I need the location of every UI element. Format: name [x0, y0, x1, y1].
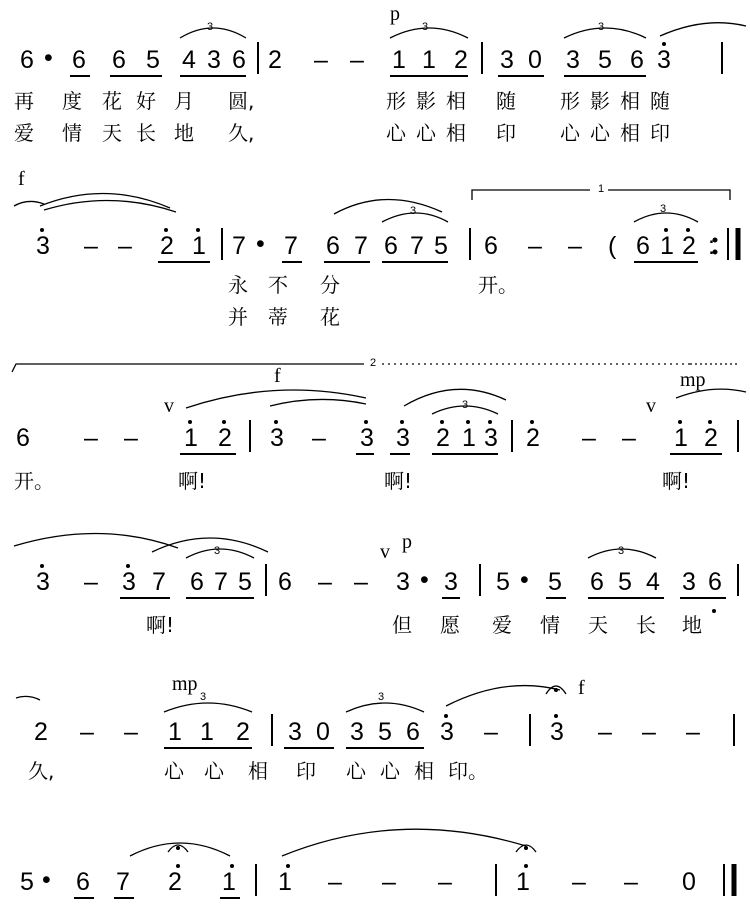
note: 1 — [200, 718, 214, 746]
note: 7 — [152, 568, 166, 596]
note: – — [598, 718, 612, 746]
note: 3 — [270, 424, 284, 452]
note: 1 — [222, 868, 236, 896]
note: 6 — [16, 424, 30, 452]
note: 5 — [618, 568, 632, 596]
lyric-syllable: 圆, — [228, 89, 255, 113]
note: – — [84, 232, 98, 260]
note: 7 — [354, 232, 368, 260]
note: 0 — [316, 718, 330, 746]
note: – — [528, 232, 542, 260]
lyric-syllable: 久, — [228, 121, 255, 145]
lyric-syllable: 印 — [650, 121, 670, 145]
note: 3 — [550, 718, 564, 746]
note: 2 — [454, 46, 468, 74]
note: 6 — [76, 868, 90, 896]
lyric-syllable: 啊! — [178, 469, 207, 493]
note: 3 — [396, 424, 410, 452]
note: 3 — [682, 568, 696, 596]
tuplet-mark: 3 — [618, 545, 625, 557]
note: 2 — [160, 232, 174, 260]
lyric-syllable: 情 — [540, 613, 560, 637]
note: 2 — [682, 232, 696, 260]
lyric-syllable: 相 — [248, 759, 268, 783]
note: – — [124, 718, 138, 746]
note: 7 — [410, 232, 424, 260]
augmentation-dot: • — [520, 566, 529, 594]
note: 5 — [434, 232, 448, 260]
lyric-syllable: 月 — [174, 89, 194, 113]
note: 6 — [278, 568, 292, 596]
note: 1 — [192, 232, 206, 260]
lyric-syllable: 啊! — [662, 469, 691, 493]
lyric-syllable: 愿 — [440, 613, 460, 637]
note: 1 — [168, 718, 182, 746]
note: 6 — [636, 232, 650, 260]
note: 6 — [384, 232, 398, 260]
note: 3 — [500, 46, 514, 74]
tuplet-mark: 3 — [410, 205, 417, 217]
lyric-syllable: 影 — [416, 89, 436, 113]
note: 3 — [440, 718, 454, 746]
lyric-syllable: 好 — [136, 89, 156, 113]
tuplet-mark: 1 — [598, 183, 605, 195]
tuplet-mark: 3 — [462, 399, 469, 411]
note: 3 — [122, 568, 136, 596]
note: 3 — [657, 46, 671, 74]
note: 5 — [20, 868, 34, 896]
note: 1 — [660, 232, 674, 260]
note: – — [354, 568, 368, 596]
lyric-syllable: 心 — [590, 121, 610, 145]
note: 5 — [146, 46, 160, 74]
lyric-syllable: 啊! — [384, 469, 413, 493]
note: 6 — [72, 46, 86, 74]
note: 3 — [207, 46, 221, 74]
note: 6 — [708, 568, 722, 596]
note: – — [568, 232, 582, 260]
lyric-syllable: 相 — [446, 121, 466, 145]
note: – — [118, 232, 132, 260]
lyric-syllable: 并 — [228, 305, 248, 329]
note: : — [708, 232, 715, 260]
dynamic-mark: v — [380, 541, 390, 563]
note: – — [382, 868, 396, 896]
lyric-syllable: 相 — [446, 89, 466, 113]
note: – — [84, 568, 98, 596]
lyric-syllable: 永 — [228, 273, 248, 297]
lyric-syllable: 地 — [682, 613, 702, 637]
lyric-syllable: 形 — [386, 89, 406, 113]
note: 2 — [268, 46, 282, 74]
tuplet-mark: 2 — [370, 357, 377, 369]
dynamic-mark: f — [578, 677, 585, 699]
dynamic-mark: f — [18, 168, 25, 190]
note: – — [484, 718, 498, 746]
note: 3 — [36, 232, 50, 260]
dynamic-mark: v — [164, 395, 174, 417]
note: 1 — [392, 46, 406, 74]
note: – — [624, 868, 638, 896]
note: 1 — [674, 424, 688, 452]
note: 3 — [350, 718, 364, 746]
note: 6 — [20, 46, 34, 74]
lyric-syllable: 天 — [102, 121, 122, 145]
note: 6 — [232, 46, 246, 74]
note: 6 — [484, 232, 498, 260]
note: 3 — [566, 46, 580, 74]
dynamic-mark: p — [402, 531, 412, 553]
notation-layout — [12, 23, 746, 898]
lyric-syllable: 爱 — [492, 613, 512, 637]
note: – — [686, 718, 700, 746]
note: 1 — [462, 424, 476, 452]
note: 7 — [214, 568, 228, 596]
note: 3 — [288, 718, 302, 746]
dynamic-mark: mp — [172, 673, 198, 695]
lyric-syllable: 长 — [136, 121, 156, 145]
note: 2 — [704, 424, 718, 452]
note: 5 — [496, 568, 510, 596]
note: – — [582, 424, 596, 452]
lyric-syllable: 地 — [174, 121, 194, 145]
note: 5 — [378, 718, 392, 746]
note: – — [318, 568, 332, 596]
note: 2 — [236, 718, 250, 746]
note: 6 — [406, 718, 420, 746]
note: – — [312, 424, 326, 452]
note: – — [438, 868, 452, 896]
lyric-syllable: 花 — [320, 305, 340, 329]
note: 4 — [646, 568, 660, 596]
lyric-syllable: 印 — [496, 121, 516, 145]
lyric-syllable: 心 — [380, 759, 400, 783]
note: – — [572, 868, 586, 896]
lyric-syllable: 心 — [386, 121, 406, 145]
note: 4 — [182, 46, 196, 74]
lyric-syllable: 天 — [588, 613, 608, 637]
note: 2 — [34, 718, 48, 746]
note: 6 — [112, 46, 126, 74]
dynamic-mark: mp — [680, 369, 706, 391]
lyric-syllable: 度 — [62, 89, 82, 113]
note: ( — [608, 232, 617, 260]
lyric-syllable: 心 — [164, 759, 184, 783]
dynamic-mark: f — [274, 365, 281, 387]
note: 2 — [168, 868, 182, 896]
lyric-syllable: 相 — [620, 121, 640, 145]
note: 7 — [284, 232, 298, 260]
note: 0 — [682, 868, 696, 896]
dynamic-mark: p — [390, 3, 400, 25]
lyric-syllable: 不 — [268, 273, 288, 297]
lyric-syllable: 形 — [560, 89, 580, 113]
lyric-syllable: 随 — [496, 89, 516, 113]
lyric-syllable: 啊! — [146, 613, 175, 637]
note: 6 — [326, 232, 340, 260]
lyric-syllable: 影 — [590, 89, 610, 113]
note: 6 — [590, 568, 604, 596]
note: – — [642, 718, 656, 746]
note: 1 — [184, 424, 198, 452]
lyric-syllable: 随 — [650, 89, 670, 113]
note: 0 — [528, 46, 542, 74]
lyric-syllable: 花 — [102, 89, 122, 113]
augmentation-dot: • — [256, 230, 265, 258]
note: 2 — [218, 424, 232, 452]
lyric-syllable: 心 — [416, 121, 436, 145]
tuplet-mark: 3 — [207, 21, 214, 33]
lyric-syllable: 开。 — [14, 469, 54, 493]
lyric-syllable: 心 — [346, 759, 366, 783]
augmentation-dot: • — [420, 566, 429, 594]
lyric-syllable: 但 — [392, 613, 412, 637]
tuplet-mark: 3 — [422, 21, 429, 33]
augmentation-dot: • — [42, 866, 51, 894]
lyric-syllable: 开。 — [478, 273, 518, 297]
tuplet-mark: 3 — [598, 21, 605, 33]
note: 6 — [630, 46, 644, 74]
note: 2 — [526, 424, 540, 452]
note: 3 — [396, 568, 410, 596]
lyric-syllable: 心 — [560, 121, 580, 145]
tuplet-mark: 3 — [378, 691, 385, 703]
dynamic-mark: v — [646, 395, 656, 417]
lyric-syllable: 印 — [296, 759, 316, 783]
note: 3 — [360, 424, 374, 452]
note: 3 — [444, 568, 458, 596]
augmentation-dot: • — [44, 44, 53, 72]
note: 3 — [36, 568, 50, 596]
score-text-layer — [14, 3, 722, 896]
lyric-syllable: 印。 — [448, 759, 488, 783]
lyric-syllable: 长 — [636, 613, 656, 637]
note: 1 — [422, 46, 436, 74]
note: 2 — [436, 424, 450, 452]
note: – — [314, 46, 328, 74]
lyric-syllable: 分 — [320, 273, 340, 297]
tuplet-mark: 3 — [200, 691, 207, 703]
note: 5 — [238, 568, 252, 596]
note: 3 — [484, 424, 498, 452]
lyric-syllable: 久, — [28, 759, 55, 783]
note: 1 — [278, 868, 292, 896]
lyric-syllable: 心 — [204, 759, 224, 783]
tuplet-mark: 3 — [660, 203, 667, 215]
tuplet-mark: 3 — [214, 545, 221, 557]
note: 7 — [232, 232, 246, 260]
note: – — [124, 424, 138, 452]
note: 5 — [548, 568, 562, 596]
lyric-syllable: 爱 — [14, 121, 34, 145]
lyric-syllable: 相 — [620, 89, 640, 113]
lyric-syllable: 情 — [62, 121, 82, 145]
note: 6 — [190, 568, 204, 596]
note: – — [350, 46, 364, 74]
lyric-syllable: 相 — [414, 759, 434, 783]
note: 5 — [598, 46, 612, 74]
note: – — [80, 718, 94, 746]
lyric-syllable: 再 — [14, 89, 34, 113]
note: 7 — [116, 868, 130, 896]
lyric-syllable: 蒂 — [268, 305, 288, 329]
note: – — [622, 424, 636, 452]
note: – — [328, 868, 342, 896]
note: 1 — [516, 868, 530, 896]
note: – — [84, 424, 98, 452]
